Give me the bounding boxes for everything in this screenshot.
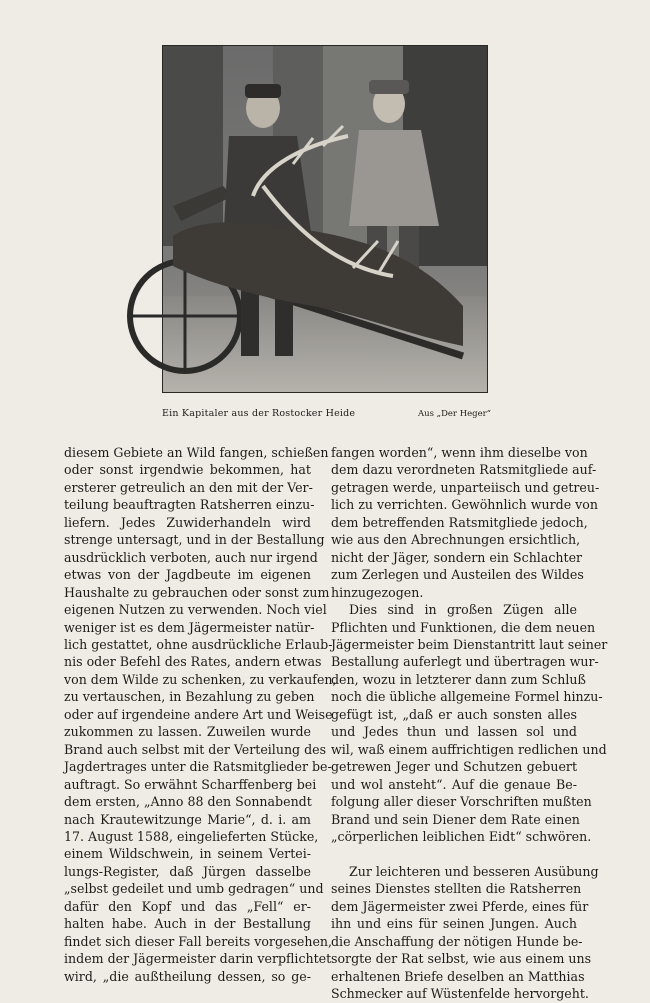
- paragraph-gap: [331, 845, 577, 862]
- text-line: liefern. Jedes Zuwiderhandeln wird: [64, 514, 311, 530]
- text-line: und Jedes thun und lassen sol und: [331, 724, 577, 740]
- text-line: nicht der Jäger, sondern ein Schlachter: [331, 549, 583, 565]
- text-line: und wol ansteht“. Auf die genaue Be-: [331, 776, 577, 792]
- text-line: Bestallung auferlegt und übertragen wur-: [331, 654, 599, 670]
- text-line: oder sonst irgendwie bekommen, hat: [64, 462, 311, 478]
- text-line: Dies sind in großen Zügen alle: [349, 602, 577, 618]
- text-line: noch die übliche allgemeine Formel hinzu-: [331, 689, 603, 705]
- text-line: indem der Jägermeister darin verpflichtet: [64, 951, 332, 967]
- figure-credit: Aus „Der Heger“: [418, 409, 492, 419]
- text-line: Jägermeister beim Dienstantritt laut seiner: [331, 636, 608, 652]
- text-line: dem betreffenden Ratsmitgliede jedoch,: [331, 514, 588, 530]
- text-line: Brand und sein Diener dem Rate einen: [331, 811, 580, 827]
- text-line: zum Zerlegen und Austeilen des Wildes: [331, 567, 584, 583]
- text-line: „selbst gedeilet und umb gedragen“ und: [64, 881, 324, 897]
- text-line: eigenen Nutzen zu verwenden. Noch viel: [64, 602, 327, 618]
- text-line: dafür den Kopf und das „Fell“ er-: [64, 898, 311, 914]
- text-line: erhaltenen Briefe deselben an Matthias: [331, 968, 585, 984]
- text-line: Jagdertrages unter die Ratsmitglieder be-: [64, 759, 332, 775]
- text-line: lich zu verrichten. Gewöhnlich wurde von: [331, 497, 598, 513]
- text-line: lungs-Register, daß Jürgen dasselbe: [64, 863, 311, 879]
- text-line: 17. August 1588, eingelieferten Stücke,: [64, 828, 319, 844]
- text-line: einem Wildschwein, in seinem Vertei-: [64, 846, 311, 862]
- text-line: wil, waß einem auffrichtigen redlichen und: [331, 741, 607, 757]
- text-line: dem ersten, „Anno 88 den Sonnabendt: [64, 794, 312, 810]
- hunting-photo: [162, 45, 488, 393]
- text-line: Haushalte zu gebrauchen oder sonst zum: [64, 584, 330, 600]
- text-line: oder auf irgendeine andere Art und Weise: [64, 706, 333, 722]
- text-line: ihn und eins für seinen Jungen. Auch: [331, 916, 577, 932]
- text-line: sorgte der Rat selbst, wie aus einem uns: [331, 951, 592, 967]
- text-line: seines Dienstes stellten die Ratsherren: [331, 881, 582, 897]
- text-line: nach Krautewitzunge Marie“, d. i. am: [64, 811, 311, 827]
- text-line: Pflichten und Funktionen, die dem neuen: [331, 619, 596, 635]
- text-column-right: [331, 444, 608, 1003]
- text-line: lich gestattet, ohne ausdrückliche Erlaub-: [64, 636, 333, 652]
- text-line: dem dazu verordneten Ratsmitgliede auf-: [331, 462, 597, 478]
- text-line: Brand auch selbst mit der Verteilung des: [64, 741, 327, 757]
- text-line: gefügt ist, „daß er auch sonsten alles: [331, 706, 577, 722]
- text-line: die Anschaffung der nötigen Hunde be-: [331, 933, 583, 949]
- text-line: dem Jägermeister zwei Pferde, eines für: [331, 898, 589, 914]
- text-line: hinzugezogen.: [331, 584, 424, 600]
- text-line: diesem Gebiete an Wild fangen, schießen: [64, 445, 329, 460]
- text-line: zukommen zu lassen. Zuweilen wurde: [64, 724, 311, 740]
- text-line: halten habe. Auch in der Bestallung: [64, 916, 311, 932]
- text-line: getragen werde, unparteiisch und getreu-: [331, 479, 600, 495]
- figure-caption: Ein Kapitaler aus der Rostocker Heide: [162, 408, 356, 419]
- text-line: teilung beauftragten Ratsherren einzu-: [64, 497, 315, 513]
- text-line: ersterer getreulich an den mit der Ver-: [64, 479, 313, 495]
- text-line: folgung aller dieser Vorschriften mußten: [331, 794, 592, 810]
- text-line: weniger ist es dem Jägermeister natür-: [64, 619, 315, 635]
- text-line: Zur leichteren und besseren Ausübung: [349, 863, 599, 879]
- text-line: „cörperlichen leiblichen Eidt“ schwören.: [331, 828, 592, 844]
- text-line: fangen worden“, wenn ihm dieselbe von: [331, 445, 588, 460]
- text-line: Schmecker auf Wüstenfelde hervorgeht.: [331, 986, 589, 1002]
- text-line: von dem Wilde zu schenken, zu verkaufen,: [64, 671, 337, 687]
- text-line: den, wozu in letzterer dann zum Schluß: [331, 671, 586, 687]
- text-line: wird, „die außtheilung dessen, so ge-: [64, 968, 311, 984]
- text-line: findet sich dieser Fall bereits vorgesehen,: [64, 933, 333, 949]
- text-line: auftragt. So erwähnt Scharffenberg bei: [64, 776, 317, 792]
- text-line: wie aus den Abrechnungen ersichtlich,: [331, 532, 581, 548]
- text-line: strenge untersagt, und in der Bestallung: [64, 532, 325, 548]
- text-line: nis oder Befehl des Rates, andern etwas: [64, 654, 322, 670]
- text-line: getrewen Jeger und Schutzen gebuert: [331, 759, 577, 775]
- text-line: zu vertauschen, in Bezahlung zu geben: [64, 689, 315, 705]
- text-column-left: [64, 444, 337, 985]
- text-line: etwas von der Jagdbeute im eigenen: [64, 567, 311, 583]
- hunting-photo-image: [163, 46, 487, 392]
- text-line: ausdrücklich verboten, auch nur irgend: [64, 549, 318, 565]
